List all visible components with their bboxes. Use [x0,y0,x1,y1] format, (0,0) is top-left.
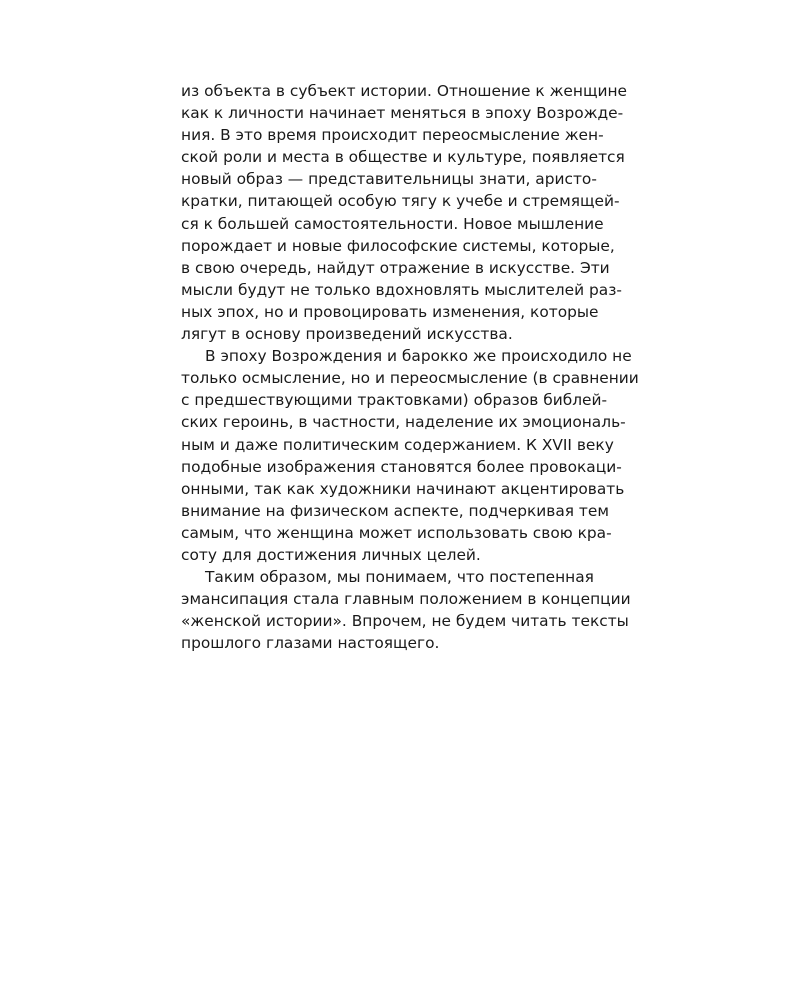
text-line: В эпоху Возрождения и барокко же происходило не [205,347,632,366]
text-line: ния. В это время происходит переосмысление жен- [181,126,604,145]
text-line: соту для достижения личных целей. [181,545,481,564]
text-line: самым, что женщина может использовать свою кра- [181,523,612,542]
text-line: ся к большей самостоятельности. Новое мышление [181,214,604,233]
text-line: новый образ — представительницы знати, аристо- [181,170,597,189]
text-line: кратки, питающей особую тягу к учебе и стремящей- [181,192,620,211]
paragraph [181,345,639,566]
paragraph [181,566,631,654]
text-line: как к личности начинает меняться в эпоху Возрожде- [181,104,624,123]
text-line: ской роли и места в обществе и культуре, появляется [181,148,625,167]
body-text [181,80,639,654]
text-line: ным и даже политическим содержанием. К XVII веку [181,435,614,454]
text-line: прошлого глазами настоящего. [181,634,440,653]
text-line: порождает и новые философские системы, которые, [181,236,615,255]
text-line: мысли будут не только вдохновлять мыслителей раз- [181,280,622,299]
text-line: эмансипация стала главным положением в концепции [181,590,631,609]
text-line: внимание на физическом аспекте, подчеркивая тем [181,501,609,520]
text-line: онными, так как художники начинают акцентировать [181,479,625,498]
text-line: только осмысление, но и переосмысление (в сравнении [181,369,639,388]
text-line: лягут в основу произведений искусства. [181,325,513,344]
paragraph [181,80,627,345]
text-line: Таким образом, мы понимаем, что постепенная [205,568,594,587]
text-line: «женской истории». Впрочем, не будем читать тексты [181,612,629,631]
text-line: ских героинь, в частности, наделение их эмоциональ- [181,413,626,432]
text-line: в свою очередь, найдут отражение в искусстве. Эти [181,258,610,277]
text-line: подобные изображения становятся более провокаци- [181,457,622,476]
text-line: из объекта в субъект истории. Отношение к женщине [181,82,627,100]
text-line: ных эпох, но и провоцировать изменения, которые [181,302,599,321]
text-line: с предшествующими трактовками) образов библей- [181,391,608,410]
